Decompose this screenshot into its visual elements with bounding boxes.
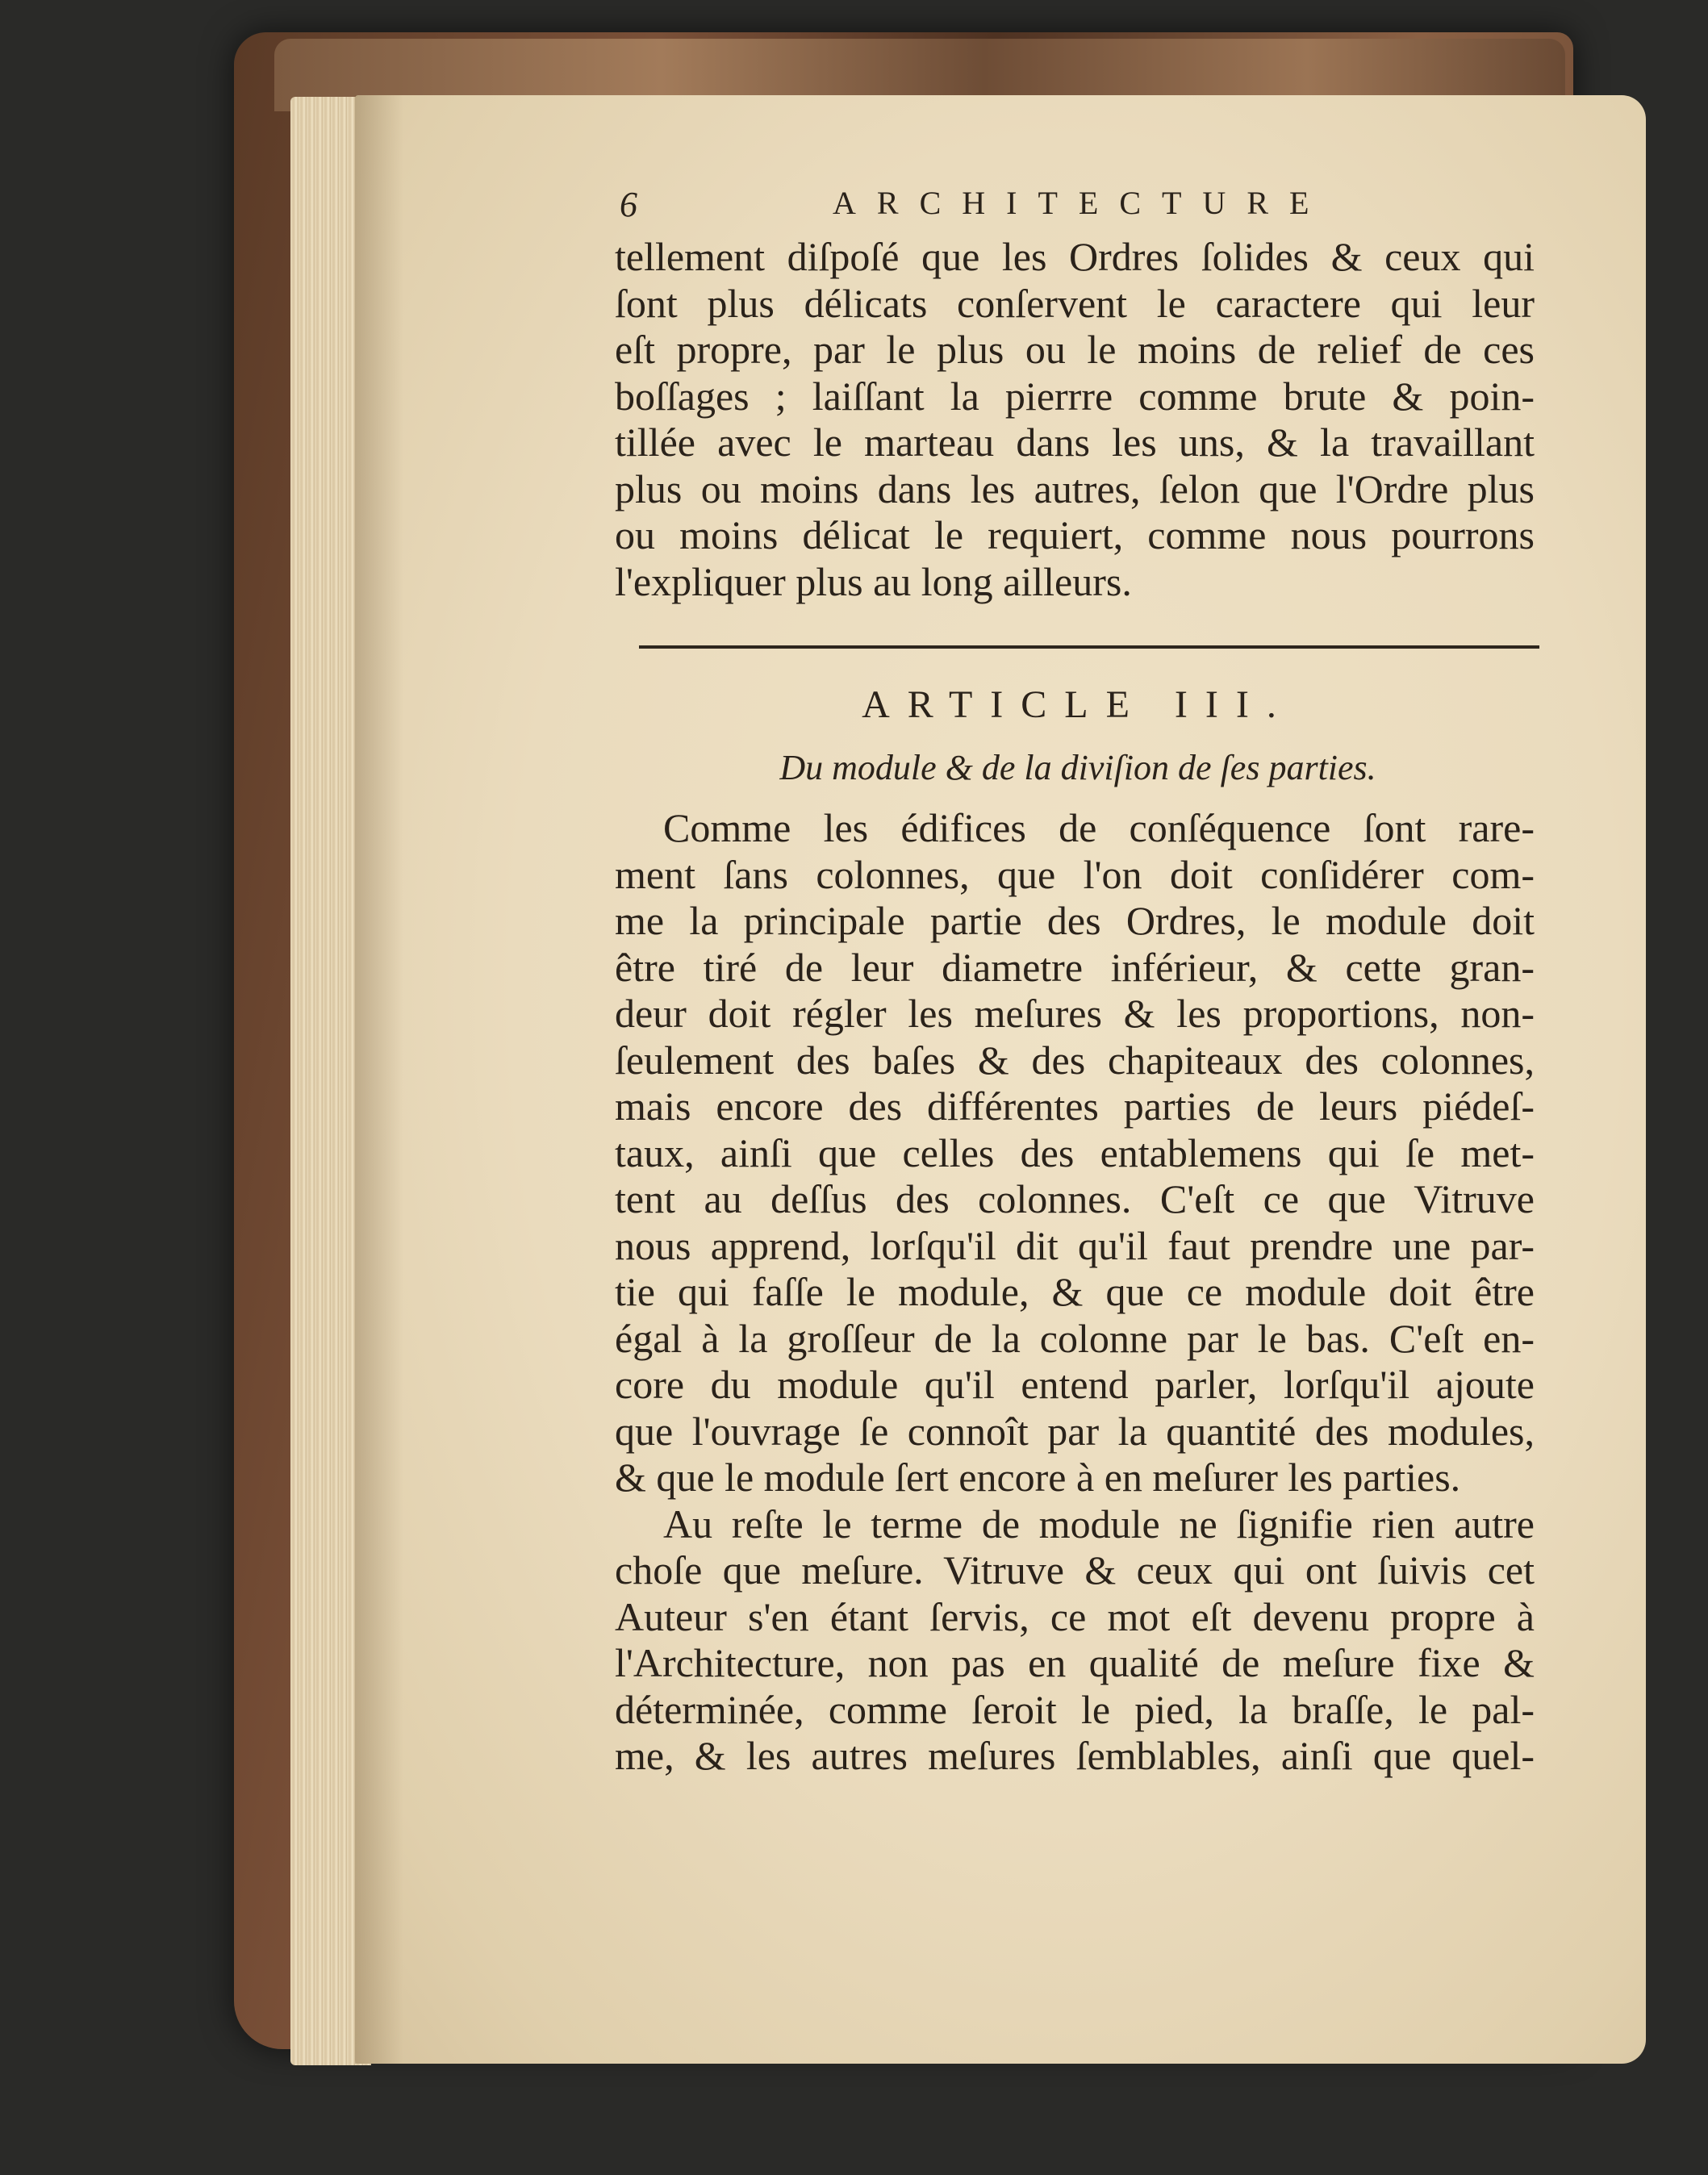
paragraph-1 [615, 234, 1541, 605]
text-line: Auteur s'en étant ſervis, ce mot eſt devenu propre à [615, 1593, 1535, 1639]
text-line: ment ſans colonnes, que l'on doit conſidérer com- [615, 851, 1535, 897]
text-line: déterminée, comme ſeroit le pied, la braſſe, le pal- [615, 1686, 1535, 1732]
text-line: & que le module ſert encore à en meſurer les parties. [615, 1455, 1461, 1500]
text-line: core du module qu'il entend parler, lorſqu'il ajoute [615, 1362, 1535, 1407]
page-gutter-shadow [355, 95, 403, 2064]
text-line: nous apprend, lorſqu'il dit qu'il faut prendre une par- [615, 1222, 1535, 1268]
text-line: plus ou moins dans les autres, ſelon que l'Ordre plus [615, 465, 1535, 511]
text-line: tellement diſpoſé que les Ordres ſolides & ceux qui [615, 234, 1535, 279]
page-number: 6 [620, 185, 637, 224]
text-line: choſe que meſure. Vitruve & ceux qui ont ſuivis cet [615, 1547, 1535, 1593]
section-divider [639, 645, 1539, 649]
text-line: tent au deſſus des colonnes. C'eſt ce que Vitruve [615, 1176, 1535, 1221]
text-line: me la principale partie des Ordres, le module doit [615, 898, 1535, 943]
text-line: me, & les autres meſures ſemblables, ainſi que quel- [615, 1733, 1535, 1778]
text-line: tie qui faſſe le module, & que ce module doit être [615, 1269, 1535, 1314]
text-line: taux, ainſi que celles des entablemens qui ſe met- [615, 1129, 1535, 1175]
text-line: être tiré de leur diametre inférieur, & cette gran- [615, 944, 1535, 990]
paragraph-2 [615, 805, 1541, 1501]
text-line: boſſages ; laiſſant la pierrre comme brute & poin- [615, 373, 1535, 419]
text-line: égal à la groſſeur de la colonne par le bas. C'eſt en- [615, 1315, 1535, 1361]
text-line: Au reſte le terme de module ne ſignifie rien autre [663, 1501, 1535, 1547]
text-line: deur doit régler les meſures & les proportions, non- [615, 991, 1535, 1036]
running-title: ARCHITECTURE [833, 185, 1330, 221]
text-line: tillée avec le marteau dans les uns, & la travaillant [615, 420, 1535, 465]
text-line: l'Architecture, non pas en qualité de meſure fixe & [615, 1640, 1535, 1685]
paragraph-3 [615, 1501, 1541, 1780]
text-line: eſt propre, par le plus ou le moins de relief de ces [615, 327, 1535, 372]
page-header [615, 177, 1541, 234]
text-line: que l'ouvrage ſe connoît par la quantité des modules, [615, 1408, 1535, 1454]
text-line: mais encore des différentes parties de leurs piédeſ- [615, 1083, 1535, 1129]
text-line: ſeulement des baſes & des chapiteaux des colonnes, [615, 1037, 1535, 1083]
article-title: ARTICLE III. [862, 683, 1294, 726]
text-line: Comme les édifices de conſéquence ſont rare- [663, 805, 1535, 850]
article-subtitle: Du module & de la diviſion de ſes parties. [779, 748, 1376, 787]
text-line: ou moins délicat le requiert, comme nous pourrons [615, 512, 1535, 557]
text-line: l'expliquer plus au long ailleurs. [615, 558, 1132, 604]
page-text [615, 177, 1541, 1780]
text-line: ſont plus délicats conſervent le caractere qui leur [615, 280, 1535, 326]
